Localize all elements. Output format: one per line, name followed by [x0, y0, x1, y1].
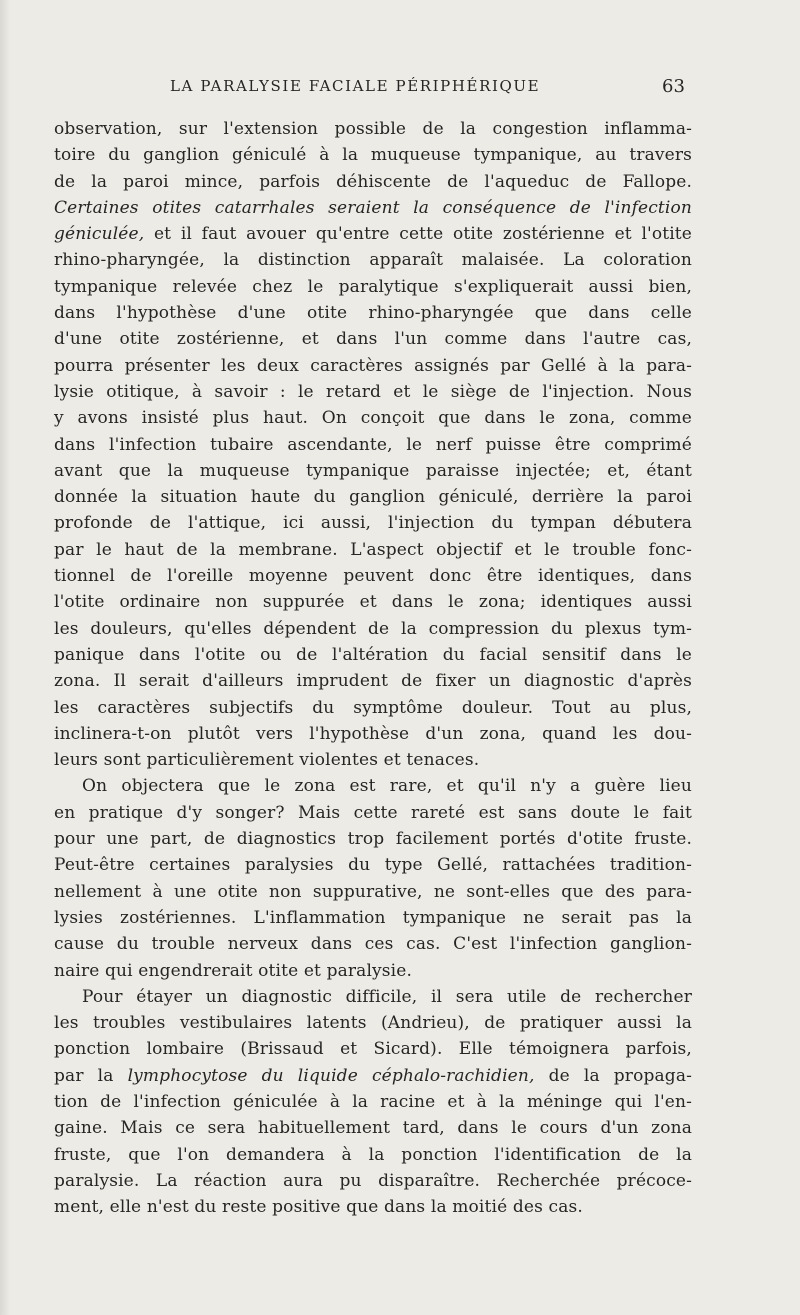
- text-line: pour une part, de diagnostics trop facilement portés d'otite fruste.: [54, 829, 692, 850]
- running-title: LA PARALYSIE FACIALE PÉRIPHÉRIQUE: [170, 77, 541, 95]
- text-line: profonde de l'attique, ici aussi, l'injection du tympan débutera: [54, 513, 692, 534]
- text-line: dans l'infection tubaire ascendante, le nerf puisse être comprimé: [54, 434, 692, 455]
- text-line: inclinera-t-on plutôt vers l'hypothèse d'un zona, quand les dou-: [54, 723, 692, 744]
- text-line: pourra présenter les deux caractères assignés par Gellé à la para-: [54, 355, 692, 376]
- text-fragment: et il faut avouer qu'entre cette otite zostérienne et l'otite: [153, 224, 692, 245]
- text-line: ponction lombaire (Brissaud et Sicard). Elle témoignera parfois,: [54, 1039, 692, 1060]
- text-line-paragraph-end: ment, elle n'est du reste positive que dans la moitié des cas.: [54, 1197, 583, 1218]
- text-line: les douleurs, qu'elles dépendent de la compression du plexus tym-: [54, 618, 692, 639]
- text-line: toire du ganglion géniculé à la muqueuse tympanique, au travers: [54, 145, 692, 166]
- text-fragment: de la propaga-: [548, 1065, 692, 1086]
- text-line: panique dans l'otite ou de l'altération du facial sensitif dans le: [54, 644, 692, 665]
- text-line: tympanique relevée chez le paralytique s'expliquerait aussi bien,: [54, 276, 692, 297]
- text-line: par le haut de la membrane. L'aspect objectif et le trouble fonc-: [54, 539, 692, 560]
- text-line: les troubles vestibulaires latents (Andrieu), de pratiquer aussi la: [54, 1013, 692, 1034]
- text-line: les caractères subjectifs du symptôme douleur. Tout au plus,: [54, 697, 692, 718]
- text-line: [54, 221, 692, 247]
- text-line: lysie otitique, à savoir : le retard et le siège de l'injection. Nous: [54, 381, 692, 402]
- text-line: en pratique d'y songer? Mais cette rareté est sans doute le fait: [54, 802, 692, 823]
- text-line: [54, 1063, 692, 1089]
- text-line: paralysie. La réaction aura pu disparaître. Recherchée précoce-: [54, 1170, 692, 1191]
- text-line: nellement à une otite non suppurative, ne sont-elles que des para-: [54, 881, 692, 902]
- text-line: donnée la situation haute du ganglion géniculé, derrière la paroi: [54, 487, 692, 508]
- italic-phrase: géniculée,: [54, 224, 145, 245]
- text-line: avant que la muqueuse tympanique paraisse injectée; et, étant: [54, 460, 692, 481]
- text-line: cause du trouble nerveux dans ces cas. C'est l'infection ganglion-: [54, 934, 692, 955]
- text-line-paragraph-end: naire qui engendrerait otite et paralysie.: [54, 960, 413, 981]
- text-fragment: par la: [54, 1065, 114, 1086]
- text-line: fruste, que l'on demandera à la ponction l'identification de la: [54, 1144, 692, 1165]
- text-line-paragraph-end: leurs sont particulièrement violentes et tenaces.: [54, 750, 480, 771]
- text-line: dans l'hypothèse d'une otite rhino-pharyngée que dans celle: [54, 303, 692, 324]
- text-line: de la paroi mince, parfois déhiscente de l'aqueduc de Fallope.: [54, 171, 692, 192]
- text-line-paragraph-start: Pour étayer un diagnostic difficile, il sera utile de rechercher: [82, 986, 692, 1007]
- page-number: 63: [662, 76, 685, 97]
- text-line: l'otite ordinaire non suppurée et dans le zona; identiques aussi: [54, 592, 692, 613]
- text-line: observation, sur l'extension possible de la congestion inflamma-: [54, 119, 692, 139]
- text-line: Peut-être certaines paralysies du type Gellé, rattachées tradition-: [54, 855, 692, 876]
- body-text: [54, 116, 692, 1220]
- text-line-italic: Certaines otites catarrhales seraient la conséquence de l'infection: [54, 197, 692, 218]
- text-line: tion de l'infection géniculée à la racine et à la méninge qui l'en-: [54, 1091, 692, 1112]
- text-line: d'une otite zostérienne, et dans l'un comme dans l'autre cas,: [54, 329, 692, 350]
- text-line: tionnel de l'oreille moyenne peuvent donc être identiques, dans: [54, 566, 692, 587]
- text-line: lysies zostériennes. L'inflammation tympanique ne serait pas la: [54, 907, 692, 928]
- text-line-paragraph-start: On objectera que le zona est rare, et qu'il n'y a guère lieu: [82, 776, 692, 797]
- page-edge-shadow: [0, 0, 10, 1315]
- text-line: zona. Il serait d'ailleurs imprudent de fixer un diagnostic d'après: [54, 671, 692, 692]
- italic-phrase: lymphocytose du liquide céphalo-rachidien,: [127, 1065, 535, 1086]
- text-line: y avons insisté plus haut. On conçoit que dans le zona, comme: [54, 408, 692, 429]
- text-line: gaine. Mais ce sera habituellement tard, dans le cours d'un zona: [54, 1118, 692, 1139]
- text-line: rhino-pharyngée, la distinction apparaît malaisée. La coloration: [54, 250, 692, 271]
